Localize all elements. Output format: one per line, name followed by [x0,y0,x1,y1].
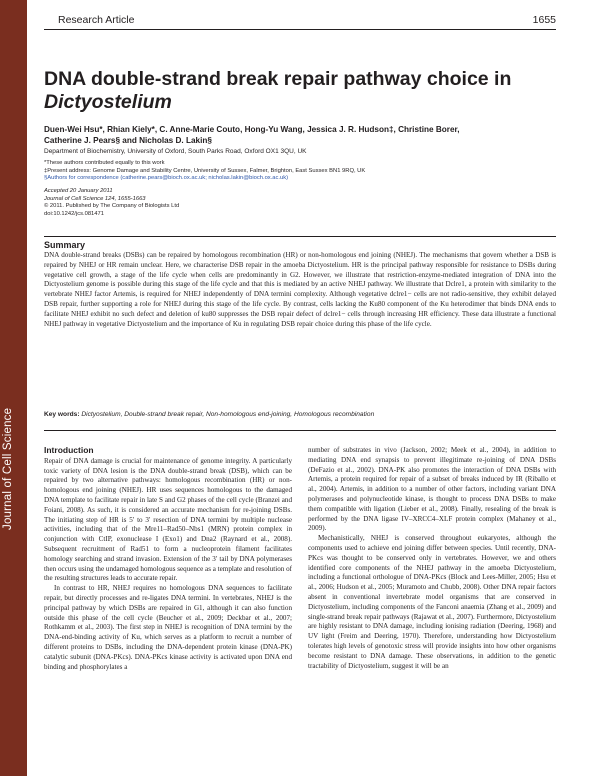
section-label: Research Article [58,14,135,26]
summary-heading: Summary [44,240,86,250]
affiliation: Department of Biochemistry, University of Oxford, South Parks Road, Oxford OX1 3QU, UK [44,148,307,155]
authors-line-2: Catherine J. Pears§ and Nicholas D. Lakin§ [44,136,212,145]
summary-text: DNA double-strand breaks (DSBs) can be repaired by homologous recombination (HR) or non-homologous end joining (NHEJ). The mechanisms that govern whether a DSB is repaired by NHEJ or HR remain unclear. Here, we characterise DSB repair in the amoeba Dictyostelium. HR is the principal pathway responsible for resistance to DSBs during vegetative cell growth, a stage of the life cycle when cells are predominantly in G2. However, we illustrate that restriction-enzyme-mediated integration of DNA into the Dictyostelium genome is possible during this stage of the life cycle and that this is mediated by an active NHEJ pathway. We illustrate that Dclre1, a protein with similarity to the vertebrate NHEJ factor Artemis, is required for NHEJ independently of DNA termini complexity. Although vegetative dclre1− cells are not radio-sensitive, they exhibit delayed DSB repair, further supporting a role for NHEJ during this stage of the life cycle. By contrast, cells lacking the Ku80 component of the Ku heterodimer that binds DNA ends to facilitate NHEJ exhibit no such defect and deletion of ku80 suppresses the DSB repair defect of dclre1− cells through increasing HR efficiency. These data illustrate a functional NHEJ pathway in vegetative Dictyostelium and the importance of Ku in regulating DSB repair choice during this phase of the life cycle. [44,251,556,328]
correspondence-link[interactable]: §Authors for correspondence (catherine.pears@bioch.ox.ac.uk; nicholas.lakin@bioch.ox.ac.uk) [44,175,289,182]
keywords-text: Dictyostelium, Double-strand break repair, Non-homologous end-joining, Homologous recombination [81,411,375,418]
body-column-left [44,446,292,672]
keywords-label: Key words: [44,411,80,418]
copyright: © 2011. Published by The Company of Biologists Ltd [44,203,180,210]
intro-paragraph-1: Repair of DNA damage is crucial for maintenance of genome integrity. A particularly toxic variety of DNA lesion is the DNA double-strand break (DSB), which can be repaired by two alternative pathways: homologous recombination (HR) or non-homologous end joining (NHEJ). HR uses sequences homologous to the damaged DNA template to facilitate repair in late S and G2 phases of the cell cycle (Branzei and Foiani, 2008). As such, it is considered an accurate mechanism for re-joining DSBs. The initiating step of HR is 5′ to 3′ resection of DNA termini by multiple nuclease activities, including that of the Mre11–Rad50–Nbs1 (MRN) protein complex in conjunction with CtIP, exonuclease I (Exo1) and Dna2 (Raynard et al., 2008). Subsequent recruitment of Rad51 to form a nucleoprotein filament facilitates homology searching and strand invasion. Extension of the 3′ tail by DNA polymerases then occurs using the undamaged homologous sequence as a template and resolution of the resulting structures leads to accurate repair. [44,456,292,583]
author-list [44,124,556,146]
page-header [44,10,556,26]
doi: doi:10.1242/jcs.081471 [44,210,104,217]
intro-paragraph-3: number of substrates in vivo (Jackson, 2002; Meek et al., 2004), in addition to mediating DNA end synapsis to prevent illegitimate re-joining of DNA DSBs (DeFazio et al., 2002). DNA-PK also promotes the interaction of DNA DSBs with Artemis, a protein required for repair of a subset of breaks induced by IR (Riballo et al., 2004). Artemis, in addition to a number of other factors, including variant DNA polymerases and polynucleotide kinase, is thought to process DNA DSBs to make them compatible with ligation (Lieber et al., 2008). Finally, resealing of the break is performed by the DNA ligase IV–XRCC4–XLF protein complex (Mahaney et al., 2009). [308,446,556,533]
intro-paragraph-4: Mechanistically, NHEJ is conserved throughout eukaryotes, although the components used to achieve end joining differ between species. Until recently, DNA-PKcs was thought to be conserved only in vertebrates. However, we and others identified core components of the NHEJ pathway in the amoeba Dictyostelium, including a functional orthologue of DNA-PKcs (Block and Lees-Miller, 2005; Hsu et al., 2006; Hudson et al., 2005; Muramoto and Chubb, 2008). Other DNA repair factors absent in conventional invertebrate model organisms that are conserved in Dictyostelium, including components of the Fanconi anaemia (Zhang et al., 2009) and single-strand break repair pathways (Rajawat et al., 2007). Furthermore, Dictyostelium are highly resistant to DNA damage, including ionising radiation (Deering, 1968) and UV light (Freim and Deering, 1970). Therefore, understanding how Dictyostelium tolerates high levels of genotoxic stress will provide insights into how other organisms become resistant to DNA damage. These observations, in addition to the genetic tractability of Dictyostelium, suggest it will be an [308,534,556,670]
page-number: 1655 [532,14,556,26]
journal-name-vertical: Journal of Cell Science [2,407,14,530]
note-present-address: ‡Present address: Genome Damage and Stability Centre, University of Sussex, Falmer, Brighton, East Sussex BN1 9RQ, UK [44,167,366,174]
note-equal-contribution: *These authors contributed equally to this work [44,160,165,166]
header-rule [44,29,556,30]
authors-line-1: Duen-Wei Hsu*, Rhian Kiely*, C. Anne-Marie Couto, Hong-Yu Wang, Jessica J. R. Hudson‡, Christine Borer, [44,125,460,134]
title-line-2: Dictyostelium [44,91,172,113]
journal-sidebar [0,0,27,776]
accepted-date: Accepted 20 January 2011 [44,188,113,194]
intro-paragraph-2: In contrast to HR, NHEJ requires no homologous DNA sequences to facilitate repair, but directly processes and re-ligates DNA termini. In vertebrates, NHEJ is the principal pathway by which DSBs are repaired in G1, although it can also function outside this phase of the cell cycle (Beucher et al., 2009; Deckbar et al., 2007; Rothkamm et al., 2003). The first step in NHEJ is recognition of DNA termini by the DNA-end-binding activity of Ku, which serves as a platform to recruit a number of different proteins to DSBs, including the DNA-dependent protein kinase (DNA-PK) catalytic subunit (DNA-PKcs). DNA-PKcs kinase activity is activated upon DNA end binding and phosphorylates a [44,584,292,671]
article-title [44,68,556,114]
introduction-heading: Introduction [44,445,94,455]
keywords [44,410,556,419]
publication-info [44,188,556,218]
citation: Journal of Cell Science 124, 1655-1663 [44,195,146,202]
body-column-right [308,446,556,671]
keywords-rule [44,430,556,431]
author-notes [44,160,556,183]
title-line-1: DNA double-strand break repair pathway choice in [44,68,512,90]
summary-rule [44,236,556,237]
